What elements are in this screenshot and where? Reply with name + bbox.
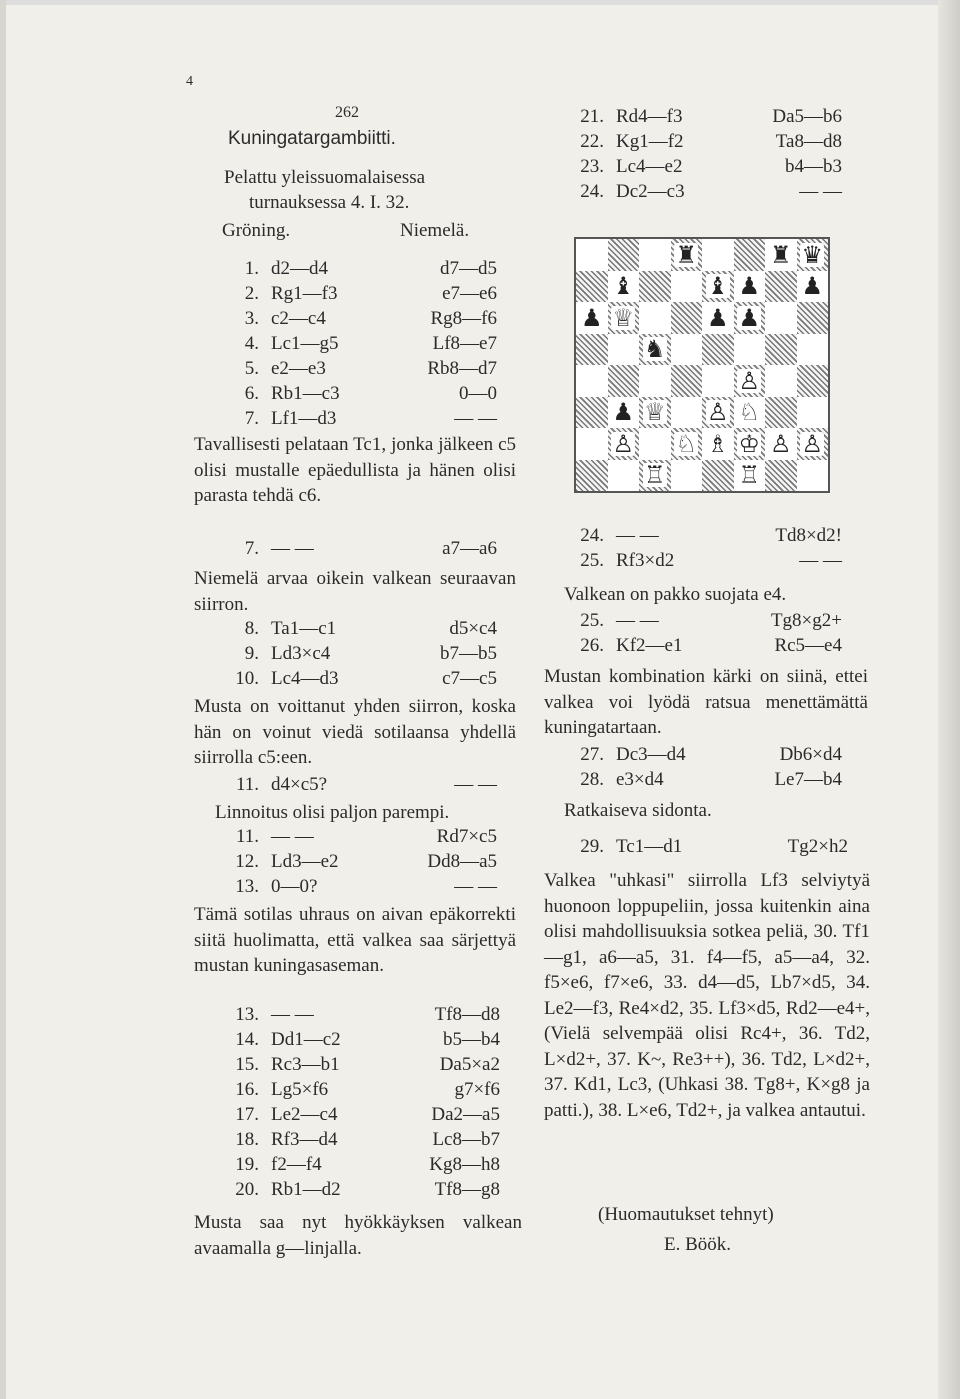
move-list — [570, 104, 842, 204]
chess-piece-icon: ♙ — [706, 398, 729, 427]
annotation: Musta saa nyt hyökkäyksen valkean avaamalla g—linjalla. — [194, 1212, 522, 1259]
page-edge-right — [938, 0, 960, 1399]
board-square — [797, 397, 829, 429]
board-square — [765, 334, 797, 366]
board-square — [797, 460, 829, 492]
black-move: — — — [799, 550, 842, 571]
black-move: Td8×d2! — [775, 525, 842, 546]
move-number: 19. — [235, 1154, 259, 1175]
board-square — [576, 302, 608, 334]
chess-piece-icon: ♕ — [643, 398, 666, 427]
white-move: Rb1—d2 — [271, 1179, 341, 1200]
board-square — [702, 271, 734, 303]
board-square — [639, 460, 671, 492]
board-square — [671, 428, 703, 460]
white-move: f2—f4 — [271, 1154, 322, 1175]
board-square — [639, 271, 671, 303]
move-number: 2. — [244, 283, 259, 304]
black-move: — — — [454, 876, 497, 897]
annotation: Musta on voittanut yhden siirron, koska hän on voinut viedä sotilaansa yhdellä siirrolla c5:een. — [194, 696, 516, 768]
move-number: 26. — [580, 635, 604, 656]
white-move: Dc2—c3 — [616, 181, 685, 202]
move-number: 8. — [244, 618, 259, 639]
chess-piece-icon: ♟ — [738, 272, 760, 301]
board-square — [608, 460, 640, 492]
chess-piece-icon: ♛ — [801, 240, 823, 269]
move-row — [225, 1152, 500, 1177]
white-player: Gröning. — [222, 220, 291, 241]
board-square — [671, 460, 703, 492]
annotator-note: (Huomautukset tehnyt) — [598, 1204, 774, 1225]
board-square — [639, 334, 671, 366]
board-square — [576, 460, 608, 492]
move-number: 9. — [244, 643, 259, 664]
annotation: Tavallisesti pelataan Tc1, jonka jälkeen c5 olisi mustalle epäedullista ja hänen olisi parasta tehdä c6. — [194, 434, 516, 506]
board-square — [797, 365, 829, 397]
board-square — [608, 365, 640, 397]
move-row — [225, 849, 497, 874]
move-number: 27. — [580, 744, 604, 765]
board-square — [765, 239, 797, 271]
black-move: b7—b5 — [440, 643, 497, 664]
white-move: Lc1—g5 — [271, 333, 339, 354]
black-move: Tg8×g2+ — [770, 610, 842, 631]
board-square — [734, 460, 766, 492]
move-row — [225, 772, 497, 797]
board-square — [702, 397, 734, 429]
board-square — [797, 428, 829, 460]
white-move: 0—0? — [271, 876, 318, 897]
chess-piece-icon: ♘ — [738, 398, 760, 427]
move-number: 25. — [580, 550, 604, 571]
annotation: Valkea "uhkasi" siirrolla Lf3 selviytyä huonoon loppupeliin, jossa kuitenkin aina olisi mahdollisuuksia sotkea peliä, 30. Tf1—g1, a6—a5, 31. f4—f5, a5—a4, 32. f5×e6, f7×e6, 33. d4—d5, Lb7×d5, 34. Le2—f3, Re4×d2, 35. Lf3×d5, Rd2—e4+, (Vielä selvempää olisi Rc4+, 36. Td2, L×d2+, 37. K~, Re3++), 36. Td2, L×d2+, 37. Kd1, Lc3, (Uhkasi 38. Tg8+, K×g8 ja patti.), 38. L×e6, Td2+, ja valkea antautui. — [544, 870, 870, 1121]
board-square — [576, 365, 608, 397]
move-row — [225, 1002, 500, 1027]
move-number: 12. — [235, 851, 259, 872]
move-number: 3. — [244, 308, 259, 329]
white-move: d4×c5? — [271, 774, 328, 795]
move-number: 13. — [235, 1004, 259, 1025]
black-move: Rb8—d7 — [427, 358, 497, 379]
board-square — [576, 428, 608, 460]
black-move: Tf8—g8 — [434, 1179, 500, 1200]
white-move: — — — [271, 538, 314, 559]
black-move: — — — [454, 408, 497, 429]
board-square — [702, 239, 734, 271]
black-move: Tg2×h2 — [787, 836, 848, 857]
move-row — [225, 356, 497, 381]
white-move: d2—d4 — [271, 258, 328, 279]
black-move: a7—a6 — [442, 538, 497, 559]
board-square — [671, 239, 703, 271]
board-square — [576, 271, 608, 303]
board-square — [797, 334, 829, 366]
game-title: Kuningatargambiitti. — [228, 128, 396, 149]
white-move: Rb1—c3 — [271, 383, 340, 404]
annotator-name: E. Böök. — [664, 1234, 732, 1255]
move-number: 14. — [235, 1029, 259, 1050]
move-number: 17. — [235, 1104, 259, 1125]
board-square — [734, 334, 766, 366]
black-move: Rd7×c5 — [436, 826, 497, 847]
move-number: 21. — [580, 106, 604, 127]
white-move: Kg1—f2 — [616, 131, 684, 152]
board-square — [702, 302, 734, 334]
board-square — [734, 365, 766, 397]
white-move: Dd1—c2 — [271, 1029, 341, 1050]
move-number: 1. — [244, 258, 259, 279]
move-row — [225, 616, 497, 641]
annotation: Linnoitus olisi paljon parempi. — [215, 802, 450, 823]
board-square — [639, 365, 671, 397]
move-list — [225, 616, 497, 691]
white-move: Ld3—e2 — [271, 851, 339, 872]
move-row — [570, 633, 842, 658]
annotation: Tämä sotilas uhraus on aivan epäkorrekti siitä huolimatta, että valkea saa särjettyä mustan kuningasaseman. — [194, 904, 516, 976]
board-square — [639, 302, 671, 334]
black-move: Kg8—h8 — [429, 1154, 500, 1175]
move-number: 16. — [235, 1079, 259, 1100]
black-move: — — — [799, 181, 842, 202]
move-row — [225, 1077, 500, 1102]
move-list — [225, 256, 497, 431]
board-square — [765, 271, 797, 303]
move-row — [225, 381, 497, 406]
chess-piece-icon: ♜ — [769, 240, 792, 269]
board-square — [702, 460, 734, 492]
black-move: Dd8—a5 — [427, 851, 497, 872]
chess-piece-icon: ♘ — [675, 429, 697, 458]
move-number: 29. — [580, 836, 604, 857]
board-square — [671, 397, 703, 429]
chess-piece-icon: ♟ — [580, 303, 603, 332]
move-row — [225, 331, 497, 356]
white-move: c2—c4 — [271, 308, 326, 329]
black-move: Da2—a5 — [431, 1104, 500, 1125]
move-row — [225, 1127, 500, 1152]
board-square — [765, 397, 797, 429]
board-square — [797, 302, 829, 334]
board-square — [734, 397, 766, 429]
black-move: g7×f6 — [454, 1079, 500, 1100]
white-move: Rg1—f3 — [271, 283, 338, 304]
annotation: Valkean on pakko suojata e4. — [564, 584, 787, 605]
move-number: 6. — [244, 383, 259, 404]
white-move: Le2—c4 — [271, 1104, 338, 1125]
white-move: Tc1—d1 — [616, 836, 683, 857]
move-number: 25. — [580, 610, 604, 631]
white-move: Lc4—e2 — [616, 156, 683, 177]
move-list — [570, 523, 842, 573]
white-move: Lf1—d3 — [271, 408, 337, 429]
move-row — [570, 154, 842, 179]
black-move: Da5×a2 — [439, 1054, 500, 1075]
black-move: Le7—b4 — [774, 769, 842, 790]
black-move: Rc5—e4 — [774, 635, 842, 656]
chess-piece-icon: ♟ — [801, 272, 823, 301]
board-square — [671, 271, 703, 303]
move-row — [225, 1052, 500, 1077]
black-move: Rg8—f6 — [430, 308, 497, 329]
board-square — [639, 428, 671, 460]
board-square — [734, 428, 766, 460]
black-move: Ta8—d8 — [775, 131, 842, 152]
white-move: Lg5×f6 — [271, 1079, 329, 1100]
board-square — [734, 271, 766, 303]
white-move: Dc3—d4 — [616, 744, 686, 765]
move-row — [570, 834, 848, 859]
chess-piece-icon: ♔ — [738, 429, 760, 458]
board-square — [734, 239, 766, 271]
move-number: 13. — [235, 876, 259, 897]
board-square — [765, 365, 797, 397]
move-number: 22. — [580, 131, 604, 152]
board-square — [671, 334, 703, 366]
move-row — [225, 406, 497, 431]
white-move: Rf3—d4 — [271, 1129, 338, 1150]
annotation: Mustan kombination kärki on siinä, ettei valkea voi lyödä ratsua menettämättä kuningatartaan. — [544, 666, 868, 738]
white-move: — — — [271, 826, 314, 847]
chess-piece-icon: ♝ — [612, 272, 634, 301]
board-square — [765, 460, 797, 492]
move-number: 15. — [235, 1054, 259, 1075]
move-row — [225, 874, 497, 899]
chess-piece-icon: ♟ — [706, 303, 729, 332]
move-row — [225, 536, 497, 561]
board-square — [639, 397, 671, 429]
black-move: Db6×d4 — [779, 744, 842, 765]
move-list — [570, 742, 842, 792]
move-list — [225, 824, 497, 899]
board-square — [734, 302, 766, 334]
move-row — [570, 742, 842, 767]
chess-piece-icon: ♙ — [738, 366, 760, 395]
board-square — [608, 334, 640, 366]
white-move: — — — [271, 1004, 314, 1025]
move-row — [570, 608, 842, 633]
game-subtitle-line-2: turnauksessa 4. I. 32. — [249, 192, 410, 213]
board-square — [797, 239, 829, 271]
white-move: Lc4—d3 — [271, 668, 339, 689]
move-row — [225, 1102, 500, 1127]
chess-piece-icon: ♙ — [612, 429, 634, 458]
black-move: Lc8—b7 — [432, 1129, 500, 1150]
black-move: b4—b3 — [785, 156, 842, 177]
move-number: 24. — [580, 525, 604, 546]
move-row — [225, 281, 497, 306]
board-square — [608, 397, 640, 429]
move-number: 11. — [235, 826, 259, 847]
chess-board-diagram — [574, 237, 830, 493]
move-row — [225, 1027, 500, 1052]
white-move: Rd4—f3 — [616, 106, 683, 127]
move-row — [570, 129, 842, 154]
move-row — [225, 666, 497, 691]
page-number: 262 — [335, 104, 359, 121]
chess-piece-icon: ♞ — [643, 335, 666, 364]
chess-piece-icon: ♖ — [738, 461, 760, 490]
move-list — [570, 834, 848, 859]
annotation: Niemelä arvaa oikein valkean seuraavan siirron. — [194, 568, 516, 615]
move-number: 7. — [244, 538, 259, 559]
chess-piece-icon: ♝ — [706, 272, 729, 301]
move-number: 28. — [580, 769, 604, 790]
black-move: Lf8—e7 — [432, 333, 497, 354]
black-move: e7—e6 — [442, 283, 497, 304]
black-move: d5×c4 — [449, 618, 497, 639]
move-list — [225, 536, 497, 561]
black-player: Niemelä. — [400, 220, 470, 241]
board-square — [608, 302, 640, 334]
chess-piece-icon: ♕ — [612, 303, 634, 332]
move-number: 10. — [235, 668, 259, 689]
white-move: Ld3×c4 — [271, 643, 331, 664]
chess-piece-icon: ♜ — [675, 240, 697, 269]
board-square — [765, 428, 797, 460]
board-square — [608, 239, 640, 271]
white-move: Rc3—b1 — [271, 1054, 340, 1075]
move-number: 24. — [580, 181, 604, 202]
move-row — [225, 824, 497, 849]
board-square — [671, 302, 703, 334]
board-square — [576, 334, 608, 366]
chess-piece-icon: ♟ — [738, 303, 760, 332]
board-square — [702, 428, 734, 460]
move-number: 23. — [580, 156, 604, 177]
black-move: Tf8—d8 — [434, 1004, 500, 1025]
move-list — [570, 608, 842, 658]
board-square — [765, 302, 797, 334]
board-square — [608, 271, 640, 303]
board-square — [608, 428, 640, 460]
move-number: 18. — [235, 1129, 259, 1150]
chess-piece-icon: ♙ — [801, 429, 823, 458]
move-row — [570, 767, 842, 792]
black-move: c7—c5 — [442, 668, 497, 689]
chess-piece-icon: ♟ — [612, 398, 634, 427]
move-row — [225, 641, 497, 666]
white-move: Kf2—e1 — [616, 635, 683, 656]
page-edge-left — [0, 0, 6, 1399]
page-edge-top — [0, 0, 960, 5]
black-move: b5—b4 — [443, 1029, 500, 1050]
move-row — [570, 179, 842, 204]
black-move: Da5—b6 — [772, 106, 842, 127]
chess-piece-icon: ♖ — [643, 461, 666, 490]
white-move: Ta1—c1 — [271, 618, 337, 639]
black-move: — — — [454, 774, 497, 795]
move-row — [570, 548, 842, 573]
white-move: e2—e3 — [271, 358, 326, 379]
white-move: — — — [616, 610, 659, 631]
move-list — [225, 772, 497, 797]
move-number: 7. — [244, 408, 259, 429]
move-row — [570, 523, 842, 548]
move-row — [570, 104, 842, 129]
move-number: 4. — [244, 333, 259, 354]
corner-page-number: 4 — [186, 74, 193, 89]
white-move: — — — [616, 525, 659, 546]
board-square — [797, 271, 829, 303]
board-square — [576, 239, 608, 271]
move-row — [225, 1177, 500, 1202]
move-list — [225, 1002, 500, 1202]
chess-piece-icon: ♗ — [706, 429, 729, 458]
board-square — [671, 365, 703, 397]
board-square — [702, 365, 734, 397]
move-number: 5. — [244, 358, 259, 379]
chess-piece-icon: ♙ — [769, 429, 792, 458]
black-move: 0—0 — [459, 383, 497, 404]
white-move: e3×d4 — [616, 769, 664, 790]
move-number: 11. — [235, 774, 259, 795]
move-number: 20. — [235, 1179, 259, 1200]
white-move: Rf3×d2 — [616, 550, 675, 571]
move-row — [225, 306, 497, 331]
board-square — [639, 239, 671, 271]
board-square — [576, 397, 608, 429]
annotation: Ratkaiseva sidonta. — [564, 800, 712, 821]
game-subtitle-line-1: Pelattu yleissuomalaisessa — [224, 167, 426, 188]
move-row — [225, 256, 497, 281]
black-move: d7—d5 — [440, 258, 497, 279]
board-square — [702, 334, 734, 366]
